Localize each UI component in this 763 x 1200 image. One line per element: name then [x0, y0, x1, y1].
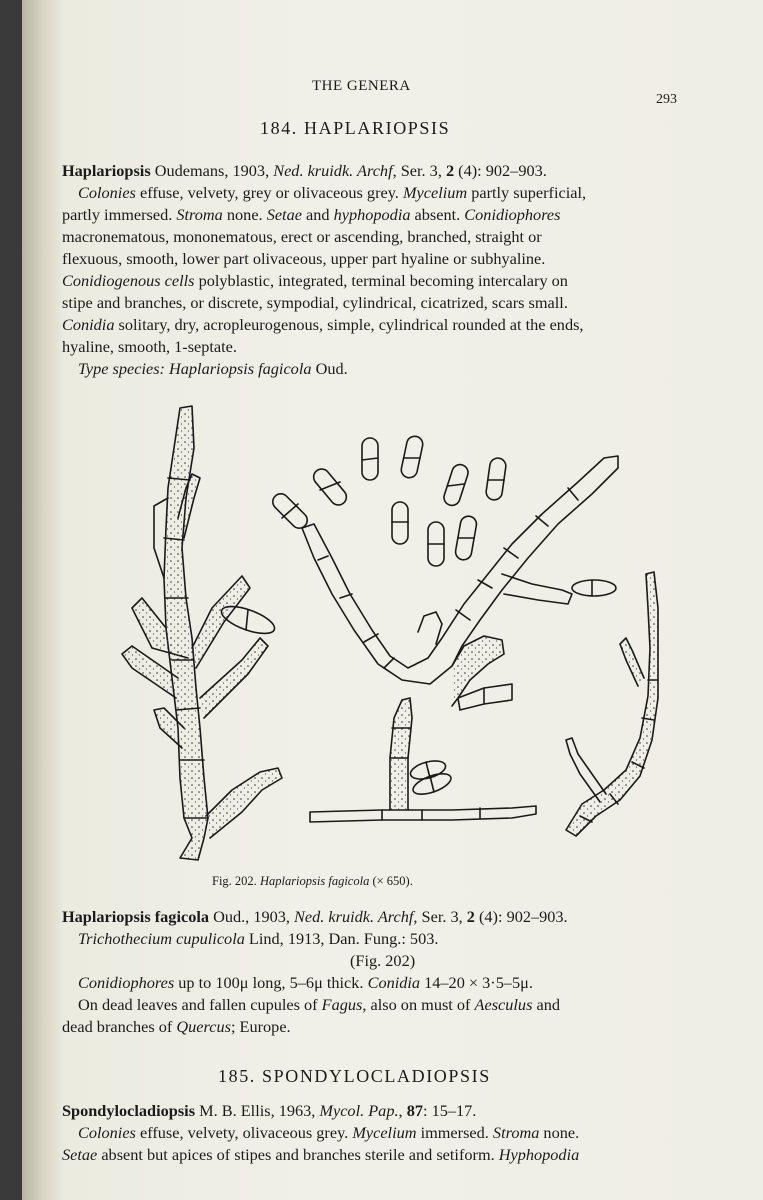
- synonym-citation: Lind, 1913, Dan. Fung.: 503.: [244, 929, 439, 948]
- italic-term: Fagus: [321, 995, 363, 1014]
- italic-term: Setae: [62, 1145, 98, 1164]
- conidiophores-label: Conidiophores: [78, 973, 175, 992]
- text-run: effuse, velvety, olivaceous grey.: [135, 1123, 353, 1142]
- caption-label: Fig. 202.: [212, 874, 260, 888]
- text-line: [62, 314, 586, 336]
- text-run: On dead leaves and fallen cupules of: [78, 995, 322, 1014]
- text-run: absent but apices of stipes and branches sterile and setiform.: [97, 1145, 499, 1164]
- genus-description-185: [62, 1100, 579, 1166]
- volume-number: 2: [466, 907, 475, 926]
- section-heading-184: 184. HAPLARIOPSIS: [260, 118, 451, 138]
- text-run: stipe and branches, or discrete, sympodial, cylindrical, cicatrized, scars small.: [62, 293, 568, 312]
- italic-term: Conidia: [62, 315, 115, 334]
- text-run: ; Europe.: [230, 1017, 291, 1036]
- left-conidiophore-drawing: [122, 406, 282, 860]
- journal-name: Ned. kruidk. Archf: [273, 161, 393, 180]
- type-species-line: [62, 358, 586, 380]
- genus-name: Haplariopsis: [62, 161, 151, 180]
- italic-term: Setae: [266, 205, 302, 224]
- page-gutter: [22, 0, 62, 1200]
- text-line: [62, 226, 586, 248]
- description-lines: [62, 1122, 579, 1166]
- caption-magnification: (× 650).: [369, 874, 413, 888]
- citation-part: ,: [398, 1101, 407, 1120]
- text-line: [62, 336, 586, 358]
- running-head: THE GENERA: [312, 78, 411, 94]
- text-run: partly superficial,: [467, 183, 587, 202]
- italic-term: Colonies: [78, 1123, 136, 1142]
- text-line: [62, 182, 586, 204]
- volume-number: 2: [445, 161, 455, 180]
- description-lines: [62, 182, 586, 358]
- citation-part: : 15–17.: [422, 1101, 477, 1120]
- journal-name: Ned. kruidk. Archf: [294, 907, 414, 926]
- citation-part: (4): 902–903.: [454, 161, 547, 180]
- text-line: [62, 248, 586, 270]
- text-run: , also on must of: [362, 995, 475, 1014]
- italic-term: hyphopodia: [333, 205, 411, 224]
- text-run: solitary, dry, acropleurogenous, simple, cylindrical rounded at the ends,: [114, 315, 584, 334]
- genus-citation-line: [62, 1100, 579, 1122]
- text-run: partly immersed.: [62, 205, 177, 224]
- section-heading-185: 185. SPONDYLOCLADIOPSIS: [218, 1066, 491, 1086]
- page-number: 293: [656, 92, 677, 107]
- text-run: dead branches of: [62, 1017, 177, 1036]
- text-run: immersed.: [416, 1123, 493, 1142]
- italic-term: Aesculus: [474, 995, 533, 1014]
- bottom-hypha-drawing: [310, 698, 536, 822]
- caption-species: Haplariopsis fagicola: [259, 874, 370, 888]
- text-run: none.: [222, 205, 267, 224]
- text-line: [62, 204, 586, 226]
- habitat-lines: [62, 994, 568, 1038]
- genus-description-184: [62, 160, 586, 380]
- right-conidiophore-drawing: [566, 572, 658, 836]
- genus-name: Spondylocladiopsis: [62, 1101, 196, 1120]
- text-run: hyaline, smooth, 1-septate.: [62, 337, 237, 356]
- citation-part: M. B. Ellis, 1963,: [195, 1101, 320, 1120]
- text-line: [62, 270, 586, 292]
- conidia-label: Conidia: [367, 973, 421, 992]
- conidia-text: 14–20 × 3·5–5μ.: [420, 973, 533, 992]
- text-run: none.: [539, 1123, 580, 1142]
- text-run: absent.: [410, 205, 465, 224]
- italic-term: Conidiogenous cells: [62, 271, 195, 290]
- citation-part: Oud., 1903,: [209, 907, 295, 926]
- italic-term: Mycelium: [352, 1123, 417, 1142]
- italic-term: Quercus: [176, 1017, 231, 1036]
- synonym-line: [62, 928, 568, 950]
- text-run: flexuous, smooth, lower part olivaceous, upper part hyaline or subhyaline.: [62, 249, 546, 268]
- text-run: macronematous, mononematous, erect or ascending, branched, straight or: [62, 227, 542, 246]
- type-species-author: Oud.: [311, 359, 348, 378]
- figure-reference: (Fig. 202): [350, 951, 416, 970]
- italic-term: Hyphopodia: [498, 1145, 580, 1164]
- figure-caption: [212, 874, 413, 889]
- italic-term: Mycelium: [402, 183, 468, 202]
- text-line: [62, 994, 568, 1016]
- text-line: [62, 1144, 579, 1166]
- conidia-drawing: [269, 435, 506, 566]
- text-run: polyblastic, integrated, terminal becoming intercalary on: [194, 271, 568, 290]
- species-description: [62, 906, 568, 1038]
- central-conidiophore-drawing: [302, 456, 618, 710]
- citation-part: Oudemans, 1903,: [150, 161, 274, 180]
- conidiophores-text: up to 100μ long, 5–6μ thick.: [174, 973, 368, 992]
- journal-name: Mycol. Pap.: [319, 1101, 399, 1120]
- text-line: [62, 1016, 568, 1038]
- text-run: effuse, velvety, grey or olivaceous grey.: [135, 183, 403, 202]
- citation-part: , Ser. 3,: [413, 907, 467, 926]
- type-species-label: Type species: Haplariopsis fagicola: [78, 359, 312, 378]
- genus-citation-line: [62, 160, 586, 182]
- measurements-line: [62, 972, 568, 994]
- italic-term: Stroma: [176, 205, 223, 224]
- book-page: [22, 0, 763, 1200]
- volume-number: 87: [406, 1101, 423, 1120]
- species-citation-line: [62, 906, 568, 928]
- figure-202-illustration: [92, 398, 682, 868]
- italic-term: Stroma: [492, 1123, 540, 1142]
- species-name: Haplariopsis fagicola: [62, 907, 209, 926]
- citation-part: , Ser. 3,: [392, 161, 446, 180]
- italic-term: Colonies: [78, 183, 136, 202]
- text-run: and: [301, 205, 334, 224]
- italic-term: Conidiophores: [464, 205, 561, 224]
- text-line: [62, 292, 586, 314]
- text-line: [62, 1122, 579, 1144]
- citation-part: (4): 902–903.: [474, 907, 568, 926]
- text-run: and: [532, 995, 560, 1014]
- synonym-name: Trichothecium cupulicola: [78, 929, 245, 948]
